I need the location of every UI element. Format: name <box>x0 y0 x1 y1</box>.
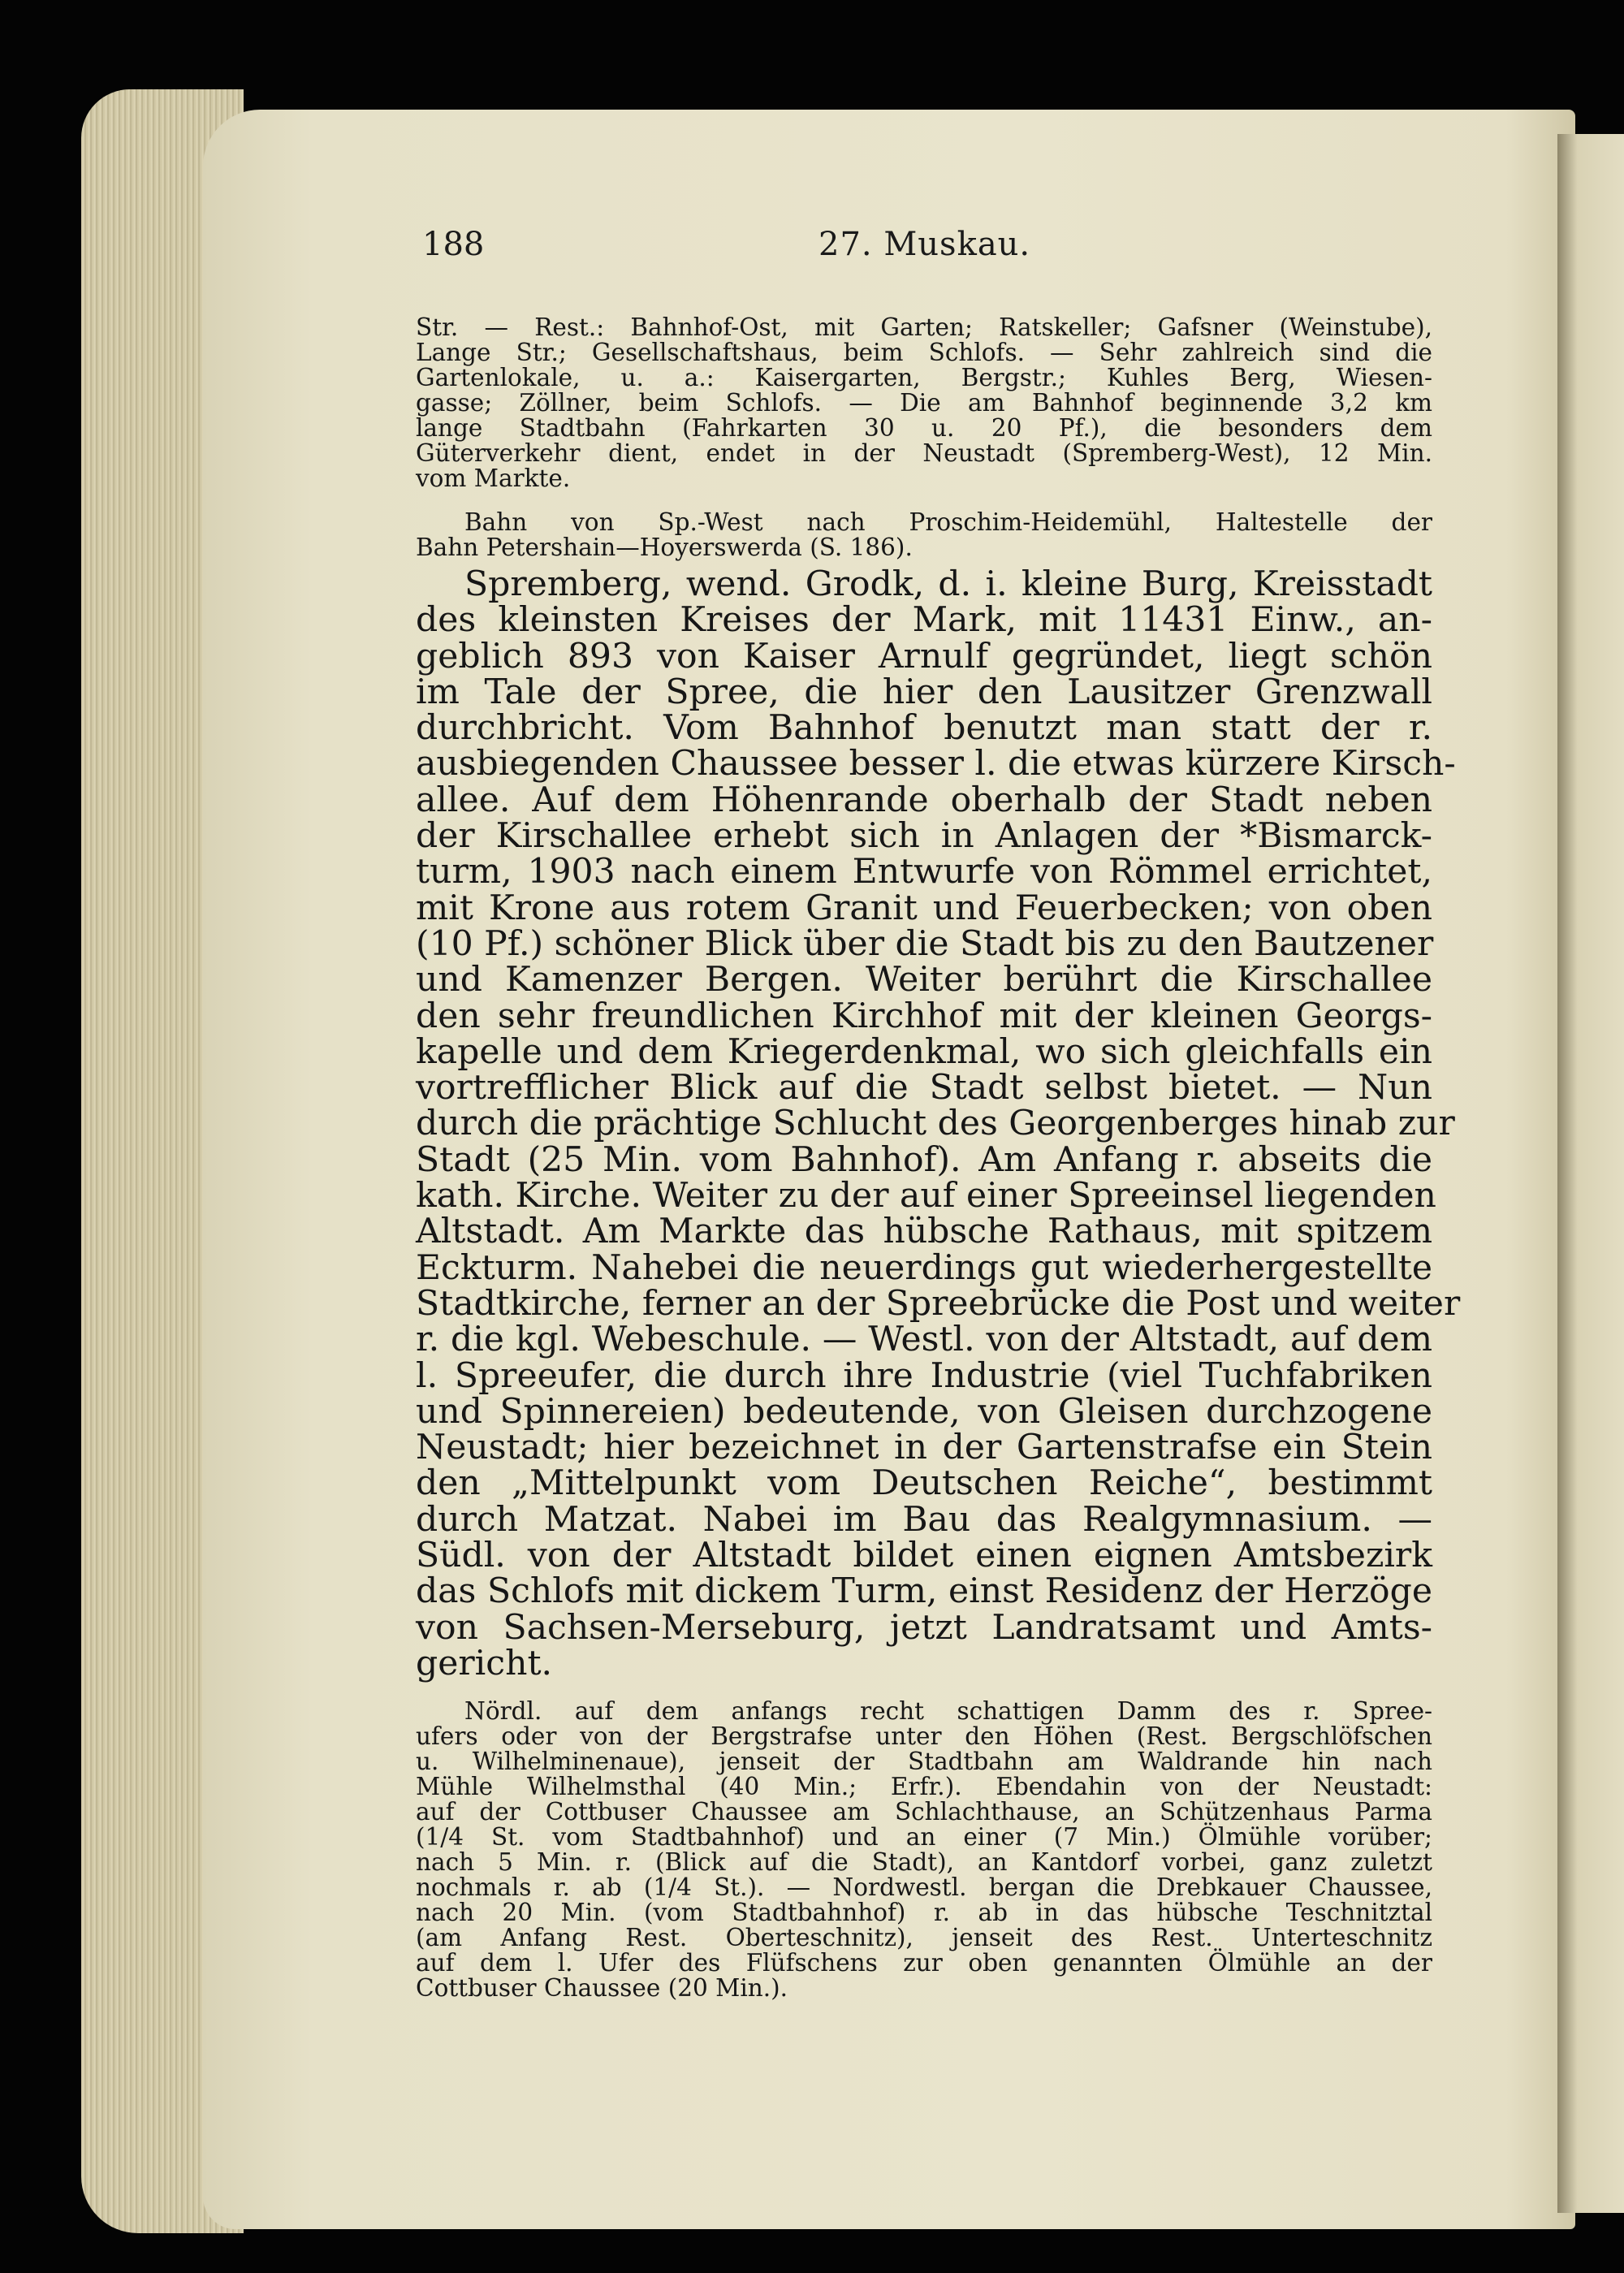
text-line: nach 5 Min. r. (Blick auf die Stadt), an Kantdorf vorbei, ganz zuletzt <box>416 1848 1432 1876</box>
text-line: Gartenlokale, u. a.: Kaisergarten, Bergstr.; Kuhles Berg, Wiesen- <box>416 364 1432 391</box>
text-line: Bahn Petershain—Hoyerswerda (S. 186). <box>416 534 913 561</box>
text-line: ufers oder von der Bergstrafse unter den Höhen (Rest. Bergschlöfschen <box>416 1722 1432 1750</box>
text-line: kath. Kirche. Weiter zu der auf einer Spreeinsel liegenden <box>416 1176 1436 1216</box>
text-line: Stadtkirche, ferner an der Spreebrücke die Post und weiter <box>416 1283 1461 1324</box>
text-line: den sehr freundlichen Kirchhof mit der kleinen Georgs- <box>416 996 1432 1036</box>
small-print-paragraph-1 <box>416 315 1432 491</box>
text-line: Mühle Wilhelmsthal (40 Min.; Erfr.). Ebendahin von der Neustadt: <box>416 1773 1432 1800</box>
text-line: nach 20 Min. (vom Stadtbahnhof) r. ab in das hübsche Teschnitztal <box>416 1899 1432 1926</box>
text-line: Eckturm. Nahebei die neuerdings gut wiederhergestellte <box>416 1247 1432 1288</box>
text-line: allee. Auf dem Höhenrande oberhalb der Stadt neben <box>416 780 1432 820</box>
text-line: Altstadt. Am Markte das hübsche Rathaus, mit spitzem <box>416 1212 1432 1252</box>
text-line: ausbiegenden Chaussee besser l. die etwas kürzere Kirsch- <box>416 744 1456 784</box>
text-line: das Schlofs mit dickem Turm, einst Residenz der Herzöge <box>416 1571 1432 1612</box>
text-line: auf der Cottbuser Chaussee am Schlachthause, an Schützenhaus Parma <box>416 1798 1432 1826</box>
text-line: (1/4 St. vom Stadtbahnhof) und an einer (7 Min.) Ölmühle vorüber; <box>416 1823 1432 1851</box>
text-line: (am Anfang Rest. Oberteschnitz), jenseit des Rest. Unterteschnitz <box>416 1924 1432 1951</box>
facing-page-edge <box>1557 134 1624 2213</box>
text-line: Str. — Rest.: Bahnhof-Ost, mit Garten; Ratskeller; Gafsner (Weinstube), <box>416 313 1432 341</box>
text-line: nochmals r. ab (1/4 St.). — Nordwestl. bergan die Drebkauer Chaussee, <box>416 1873 1432 1901</box>
text-line: Spremberg, wend. Grodk, d. i. kleine Burg, Kreisstadt <box>464 564 1432 604</box>
running-head <box>422 226 1429 274</box>
text-line: der Kirschallee erhebt sich in Anlagen der *Bismarck- <box>416 816 1432 857</box>
text-line: l. Spreeufer, die durch ihre Industrie (viel Tuchfabriken <box>416 1355 1432 1396</box>
text-line: Lange Str.; Gesellschaftshaus, beim Schlofs. — Sehr zahlreich sind die <box>416 339 1432 366</box>
text-line: gericht. <box>416 1643 553 1683</box>
text-line: durch Matzat. Nabei im Bau das Realgymnasium. — <box>416 1499 1432 1540</box>
text-line: geblich 893 von Kaiser Arnulf gegründet, liegt schön <box>416 636 1432 676</box>
text-line: Neustadt; hier bezeichnet in der Gartenstrafse ein Stein <box>416 1428 1432 1468</box>
text-line: auf dem l. Ufer des Flüfschens zur oben genannten Ölmühle an der <box>416 1949 1432 1977</box>
text-line: lange Stadtbahn (Fahrkarten 30 u. 20 Pf.), die besonders dem <box>416 414 1432 442</box>
main-paragraph <box>416 564 1461 1683</box>
text-line: vom Markte. <box>416 465 571 492</box>
text-line: im Tale der Spree, die hier den Lausitzer Grenzwall <box>416 672 1432 712</box>
text-line: Nördl. auf dem anfangs recht schattigen Damm des r. Spree- <box>464 1697 1432 1725</box>
small-print-paragraph-3 <box>416 1699 1432 2001</box>
text-line: von Sachsen-Merseburg, jetzt Landratsamt und Amts- <box>416 1607 1432 1648</box>
text-line: Bahn von Sp.-West nach Proschim-Heidemühl, Haltestelle der <box>464 508 1432 536</box>
small-print-paragraph-2 <box>416 510 1432 560</box>
page-number: 188 <box>422 226 485 263</box>
text-line: turm, 1903 nach einem Entwurfe von Römmel errichtet, <box>416 852 1432 892</box>
text-line: kapelle und dem Kriegerdenkmal, wo sich gleichfalls ein <box>416 1031 1432 1072</box>
text-line: Güterverkehr dient, endet in der Neustadt (Spremberg-West), 12 Min. <box>416 439 1432 467</box>
text-line: Stadt (25 Min. vom Bahnhof). Am Anfang r. abseits die <box>416 1139 1432 1180</box>
text-line: (10 Pf.) schöner Blick über die Stadt bis zu den Bautzener <box>416 923 1434 964</box>
text-line: durchbricht. Vom Bahnhof benutzt man statt der r. <box>416 708 1432 749</box>
text-line: und Spinnereien) bedeutende, von Gleisen durchzogene <box>416 1391 1432 1432</box>
text-line: gasse; Zöllner, beim Schlofs. — Die am Bahnhof beginnende 3,2 km <box>416 389 1432 417</box>
text-line: und Kamenzer Bergen. Weiter berührt die Kirschallee <box>416 960 1432 1000</box>
text-line: Cottbuser Chaussee (20 Min.). <box>416 1974 788 2002</box>
text-line: durch die prächtige Schlucht des Georgenberges hinab zur <box>416 1104 1455 1144</box>
text-line: u. Wilhelminenaue), jenseit der Stadtbahn am Waldrande hin nach <box>416 1748 1432 1775</box>
text-line: r. die kgl. Webeschule. — Westl. von der Altstadt, auf dem <box>416 1320 1432 1360</box>
text-line: mit Krone aus rotem Granit und Feuerbecken; von oben <box>416 888 1432 928</box>
text-line: des kleinsten Kreises der Mark, mit 11431 Einw., an- <box>416 600 1432 641</box>
text-line: Südl. von der Altstadt bildet einen eignen Amtsbezirk <box>416 1536 1432 1576</box>
text-line: den „Mittelpunkt vom Deutschen Reiche“, bestimmt <box>416 1463 1432 1504</box>
text-line: vortrefflicher Blick auf die Stadt selbst bietet. — Nun <box>416 1068 1432 1108</box>
chapter-title: 27. Muskau. <box>818 226 1031 263</box>
